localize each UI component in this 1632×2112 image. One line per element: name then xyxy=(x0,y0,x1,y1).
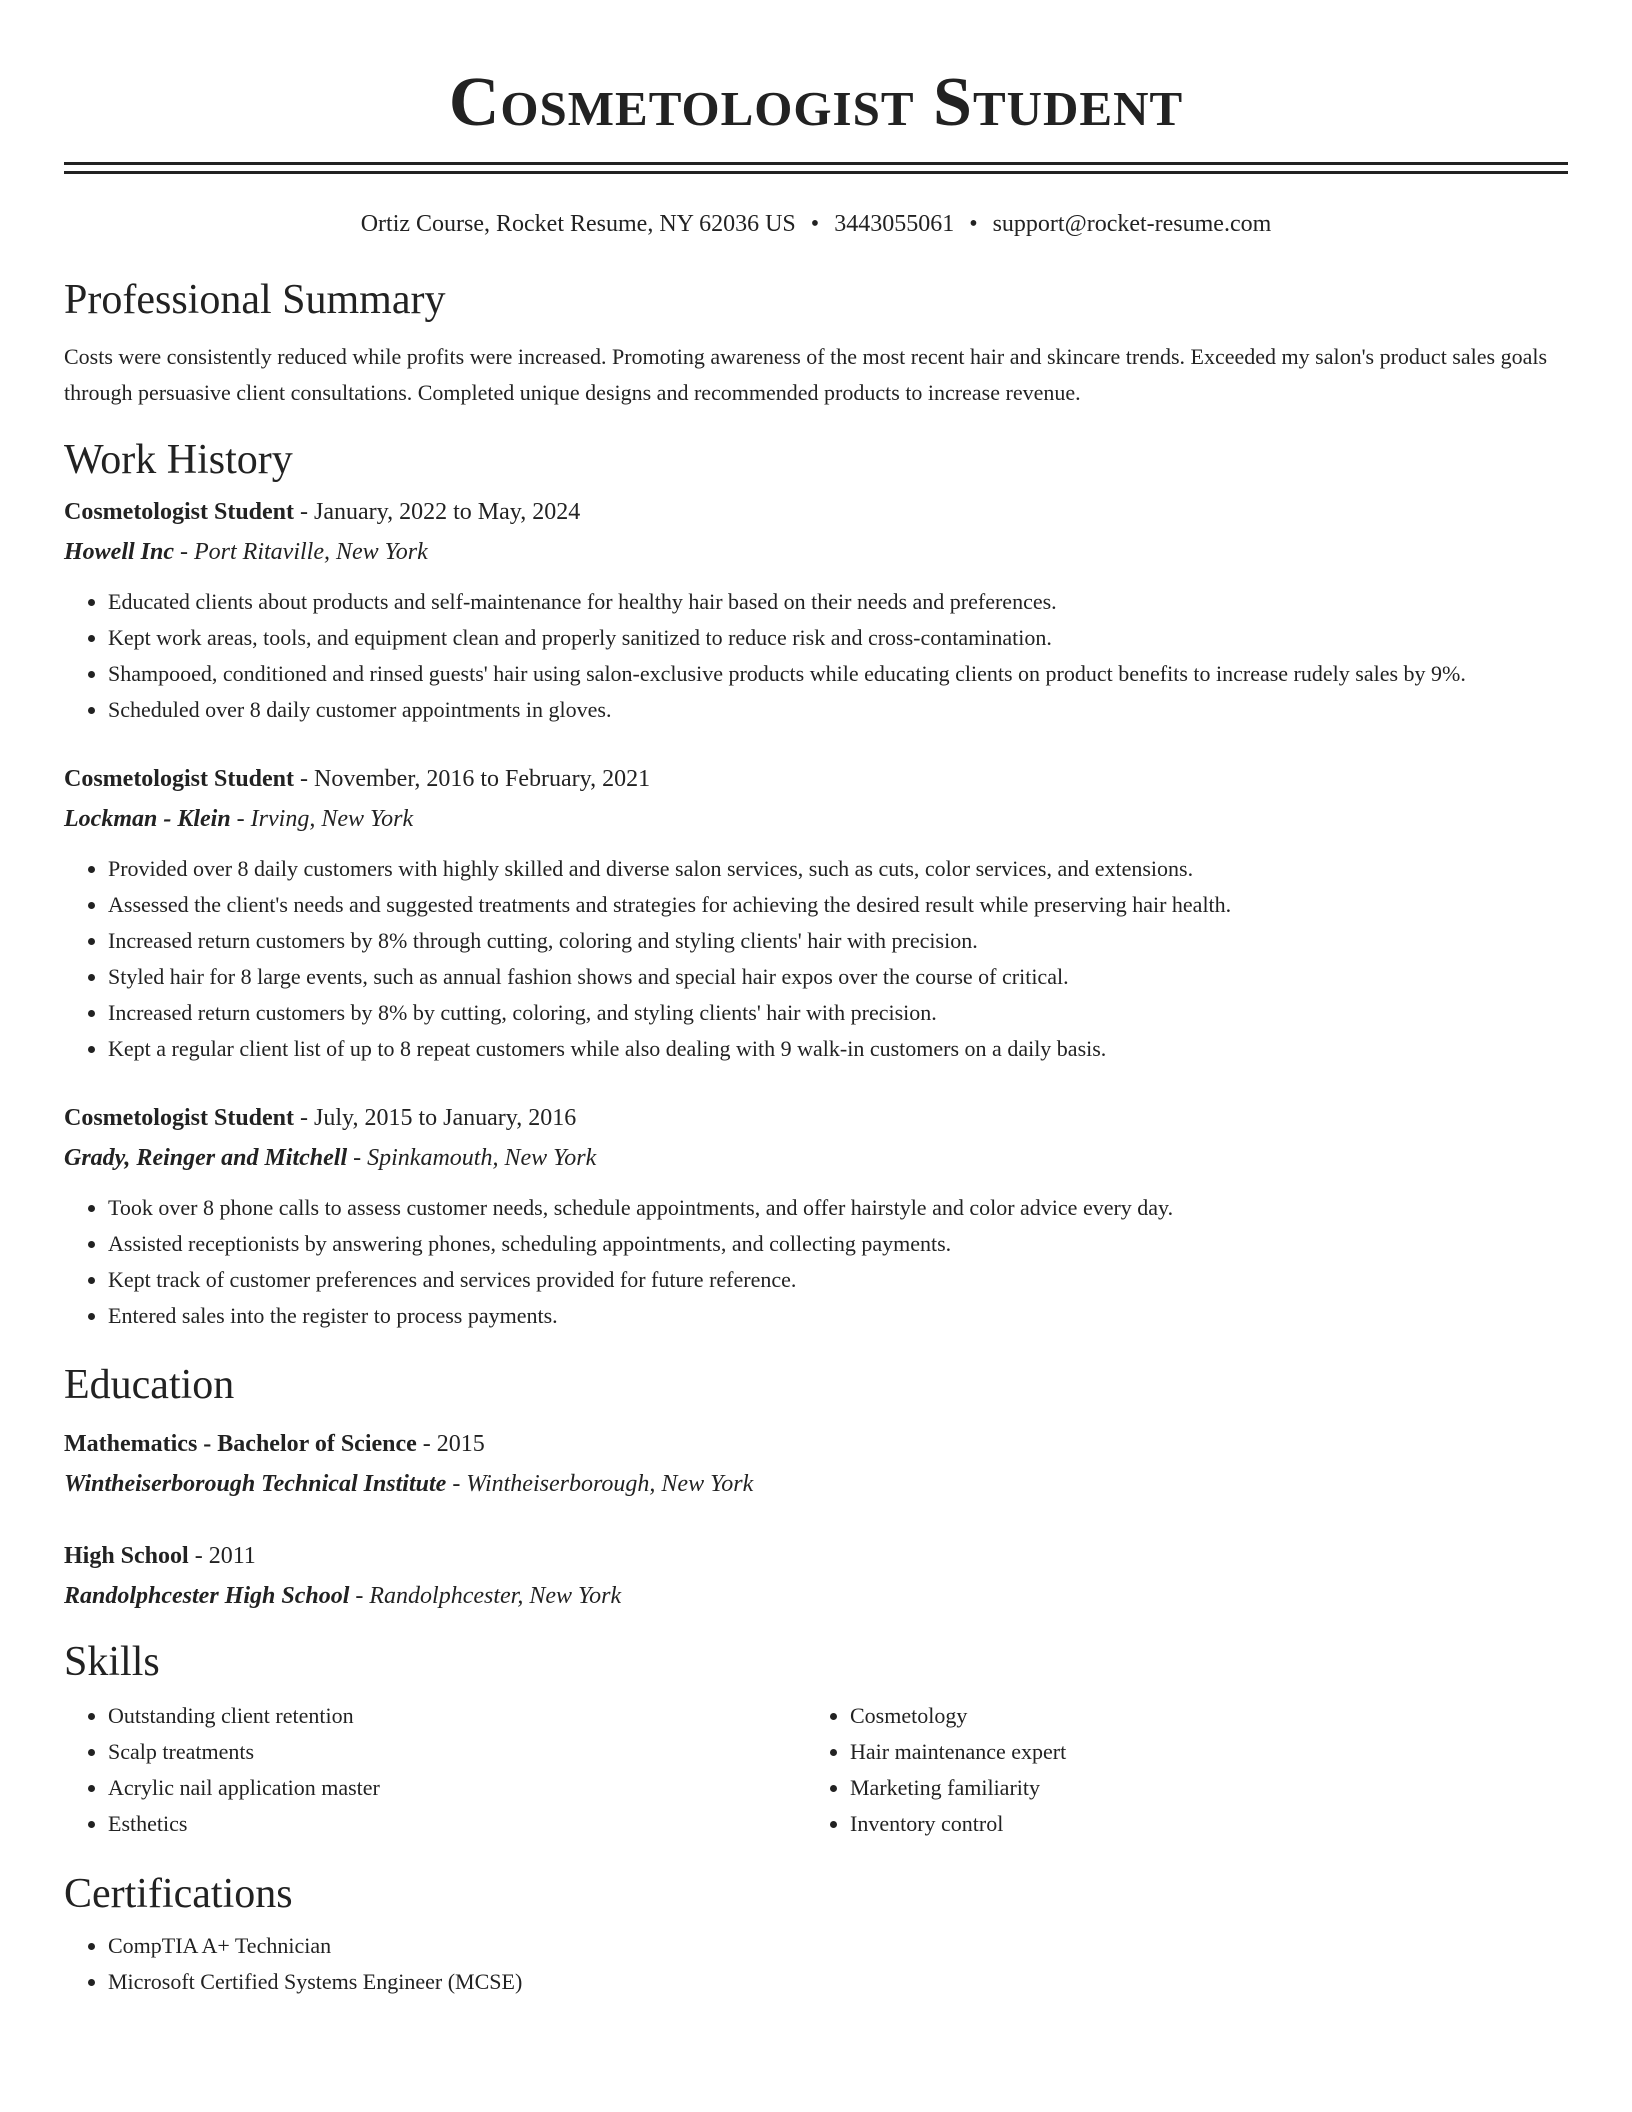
job-bullets xyxy=(64,584,1568,728)
job-location: - Spinkamouth, New York xyxy=(347,1145,597,1171)
skills-column-right xyxy=(806,1698,1548,1842)
job-location: - Port Ritaville, New York xyxy=(174,539,428,565)
job-company: Howell Inc xyxy=(64,539,175,565)
work-history-list xyxy=(64,494,1568,1334)
education-year: - 2015 xyxy=(416,1431,485,1457)
skill-item: • Cosmetology xyxy=(850,1698,1548,1734)
section-title-work-history: Work History xyxy=(64,437,293,483)
job-bullet: • Increased return customers by 8% by cutting, coloring, and styling clients' hair with precision. xyxy=(108,995,1568,1031)
job-bullets xyxy=(64,851,1568,1067)
certification-list xyxy=(64,1928,1568,2000)
job-entry xyxy=(64,494,1568,728)
job-header xyxy=(64,1100,1568,1136)
education-location: - Randolphcester, New York xyxy=(349,1583,622,1609)
skill-item: • Outstanding client retention xyxy=(108,1698,806,1734)
job-bullets xyxy=(64,1190,1568,1334)
job-role: Cosmetologist Student xyxy=(64,499,295,525)
job-bullet: • Took over 8 phone calls to assess customer needs, schedule appointments, and offer hairstyle and color advice every day. xyxy=(108,1190,1568,1226)
job-entry xyxy=(64,1100,1568,1334)
section-title-summary: Professional Summary xyxy=(64,277,446,323)
skill-item: • Scalp treatments xyxy=(108,1734,806,1770)
job-role: Cosmetologist Student xyxy=(64,1105,295,1131)
job-entry xyxy=(64,761,1568,1067)
skill-item: • Hair maintenance expert xyxy=(850,1734,1548,1770)
job-bullet: • Provided over 8 daily customers with highly skilled and diverse salon services, such as cuts, color services, and extensions. xyxy=(108,851,1568,887)
job-bullet: • Educated clients about products and self-maintenance for healthy hair based on their needs and preferences. xyxy=(108,584,1568,620)
skills-grid xyxy=(64,1698,1568,1842)
job-location: - Irving, New York xyxy=(230,806,414,832)
skill-item: • Marketing familiarity xyxy=(850,1770,1548,1806)
job-header xyxy=(64,761,1568,797)
job-dates: - January, 2022 to May, 2024 xyxy=(294,499,581,525)
skill-item: • Inventory control xyxy=(850,1806,1548,1842)
summary-text: Costs were consistently reduced while profits were increased. Promoting awareness of the most recent hair and skincare trends. Exceeded my salon's product sales goals through persuasive client consultations. Completed unique designs and recommended products to increase revenue. xyxy=(64,344,1548,405)
education-degree: Mathematics - Bachelor of Science xyxy=(64,1431,417,1457)
certification-item: • Microsoft Certified Systems Engineer (MCSE) xyxy=(108,1964,1568,2000)
skills-column-left xyxy=(64,1698,806,1842)
resume-page xyxy=(64,0,1568,2000)
job-company-line xyxy=(64,801,1568,837)
job-role: Cosmetologist Student xyxy=(64,766,295,792)
job-bullet: • Assessed the client's needs and suggested treatments and strategies for achieving the desired result while preserving hair health. xyxy=(108,887,1568,923)
contact-line xyxy=(64,208,1568,240)
contact-address: Ortiz Course, Rocket Resume, NY 62036 US xyxy=(360,211,796,237)
education-school: Randolphcester High School xyxy=(64,1583,350,1609)
resume-name: Cosmetologist Student xyxy=(448,64,1184,141)
contact-separator: • xyxy=(810,211,820,237)
education-school-line xyxy=(64,1466,1568,1502)
job-company-line xyxy=(64,1140,1568,1176)
education-degree: High School xyxy=(64,1543,189,1569)
job-bullet: • Kept work areas, tools, and equipment clean and properly sanitized to reduce risk and cross-contamination. xyxy=(108,620,1568,656)
job-company-line xyxy=(64,534,1568,570)
job-dates: - July, 2015 to January, 2016 xyxy=(294,1105,577,1131)
skill-item: • Acrylic nail application master xyxy=(108,1770,806,1806)
job-bullet: • Shampooed, conditioned and rinsed guests' hair using salon-exclusive products while educating clients on product benefits to increase rudely sales by 9%. xyxy=(108,656,1568,692)
contact-phone: 3443055061 xyxy=(834,211,955,237)
skill-item: • Esthetics xyxy=(108,1806,806,1842)
job-company: Grady, Reinger and Mitchell xyxy=(64,1145,348,1171)
job-company: Lockman - Klein xyxy=(64,806,231,832)
education-entry xyxy=(64,1426,1568,1502)
job-dates: - November, 2016 to February, 2021 xyxy=(294,766,651,792)
education-entry xyxy=(64,1538,1568,1614)
education-year: - 2011 xyxy=(188,1543,256,1569)
job-bullet: • Scheduled over 8 daily customer appointments in gloves. xyxy=(108,692,1568,728)
education-school-line xyxy=(64,1578,1568,1614)
section-title-certifications: Certifications xyxy=(64,1871,293,1917)
contact-email[interactable]: support@rocket-resume.com xyxy=(992,211,1272,237)
section-title-education: Education xyxy=(64,1362,235,1408)
education-header xyxy=(64,1538,1568,1574)
job-bullet: • Increased return customers by 8% through cutting, coloring and styling clients' hair with precision. xyxy=(108,923,1568,959)
education-list xyxy=(64,1426,1568,1614)
job-bullet: • Assisted receptionists by answering phones, scheduling appointments, and collecting payments. xyxy=(108,1226,1568,1262)
education-header xyxy=(64,1426,1568,1462)
header-divider xyxy=(64,162,1568,174)
certification-item: • CompTIA A+ Technician xyxy=(108,1928,1568,1964)
job-bullet: • Entered sales into the register to process payments. xyxy=(108,1298,1568,1334)
education-location: - Wintheiserborough, New York xyxy=(446,1471,754,1497)
section-title-skills: Skills xyxy=(64,1639,160,1685)
education-school: Wintheiserborough Technical Institute xyxy=(64,1471,447,1497)
contact-separator: • xyxy=(969,211,978,237)
job-header xyxy=(64,494,1568,530)
job-bullet: • Kept track of customer preferences and services provided for future reference. xyxy=(108,1262,1568,1298)
job-bullet: • Styled hair for 8 large events, such as annual fashion shows and special hair expos over the course of critical. xyxy=(108,959,1568,995)
job-bullet: • Kept a regular client list of up to 8 repeat customers while also dealing with 9 walk-in customers on a daily basis. xyxy=(108,1031,1568,1067)
